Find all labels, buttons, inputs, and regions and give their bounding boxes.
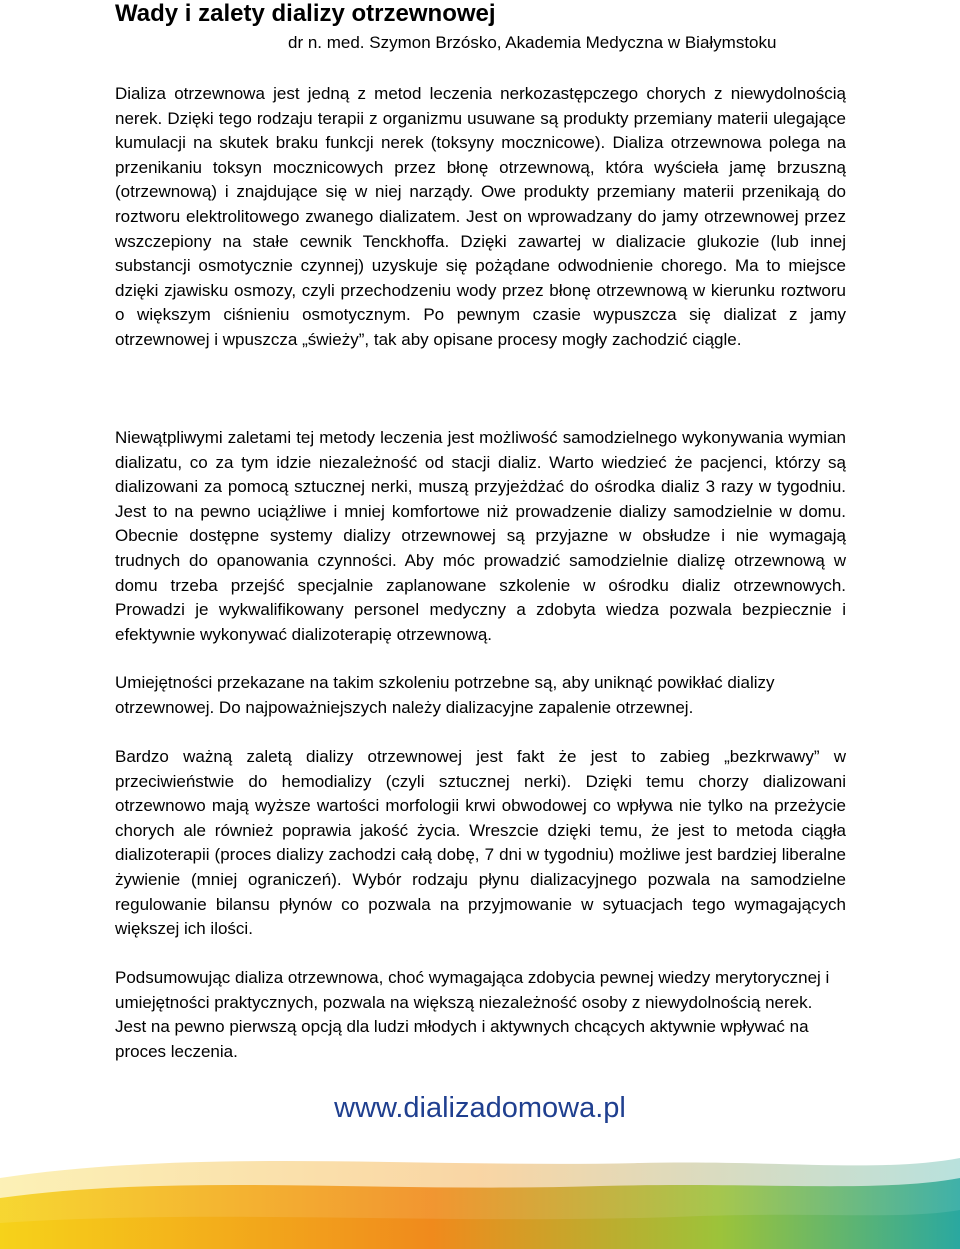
paragraph-advantages: Niewątpliwymi zaletami tej metody leczenia jest możliwość samodzielnego wykonywania wymian dializatu, co za tym idzie niezależność od stacji dializ. Warto wiedzieć że pacjenci, którzy są dializowani za pomocą sztucznej nerki, muszą przyjeżdżać do ośrodka dializ 3 razy w tygodniu. Jest to na pewno uciążliwe i mniej komfortowe niż prowadzenie dializy samodzielnie w domu. Obecnie dostępne systemy dializy otrzewnowej są przyjazne w obsłudze i nie wymagają trudnych do opanowania czynności. Aby móc prowadzić samodzielnie dializę otrzewnową w domu trzeba przejść specjalnie zaplanowane szkolenie w ośrodku dializ otrzewnowych. Prowadzi je wykwalifikowany personel medyczny a zdobyta wiedza pozwala bezpiecznie i efektywnie wykonywać dializoterapię otrzewnową. (115, 428, 846, 644)
paragraph-training: Umiejętności przekazane na takim szkoleniu potrzebne są, aby uniknąć powikłać dializy otrzewnowej. Do najpoważniejszych należy dializacyjne zapalenie otrzewnej. (115, 673, 775, 717)
decorative-color-band (0, 1138, 960, 1249)
author-line: dr n. med. Szymon Brzósko, Akademia Medyczna w Białymstoku (288, 33, 777, 52)
document-title: Wady i zalety dializy otrzewnowej (115, 0, 496, 27)
website-link[interactable]: www.dializadomowa.pl (334, 1092, 626, 1124)
paragraph-intro: Dializa otrzewnowa jest jedną z metod leczenia nerkozastępczego chorych z niewydolnością nerek. Dzięki tego rodzaju terapii z organizmu usuwane są produkty przemiany materii ulegające kumulacji na skutek braku funkcji nerek (toksyny mocznicowe). Dializa otrzewnowa polega na przenikaniu toksyn mocznicowych przez błonę otrzewnową, która wyścieła jamę brzuszną (otrzewnową) i znajdujące się w niej narządy. Owe produkty przemiany materii przenikają do roztworu elektrolitowego zwanego dializatem. Jest on wprowadzany do jamy otrzewnowej przez wszczepiony na stałe cewnik Tenckhoffa. Dzięki zawartej w dializacie glukozie (lub innej substancji osmotycznie czynnej) uzyskuje się pożądane odwodnienie chorego. Ma to miejsce dzięki zjawisku osmozy, czyli przechodzeniu wody przez błonę otrzewnową w kierunku roztworu o większym ciśnieniu osmotycznym. Po pewnym czasie wypuszcza się dializat z jamy otrzewnowej i wpuszcza „świeży”, tak aby opisane procesy mogły zachodzić ciągle. (115, 84, 846, 349)
paragraph-bloodless: Bardzo ważną zaletą dializy otrzewnowej jest fakt że jest to zabieg „bezkrwawy” w przeciwieństwie do hemodializy (czyli sztucznej nerki). Dzięki temu chorzy dializowani otrzewnowo mają wyższe wartości morfologii krwi obwodowej co wpływa nie tylko na przeżycie chorych ale również poprawia jakość życia. Wreszcie dzięki temu, że jest to metoda ciągła dializoterapii (proces dializy zachodzi całą dobę, 7 dni w tygodniu) możliwe jest bardziej liberalne żywienie (mniej ograniczeń). Wybór rodzaju płynu dializacyjnego pozwala na samodzielne regulowanie bilansu płynów co pozwala na przyjmowanie w sytuacjach tego wymagających większej ich ilości. (115, 747, 846, 939)
paragraph-summary: Podsumowując dializa otrzewnowa, choć wymagająca zdobycia pewnej wiedzy merytorycznej i umiejętności praktycznych, pozwala na większą niezależność osoby z niewydolnością nerek. Jest na pewno pierwszą opcją dla ludzi młodych i aktywnych chcących aktywnie wpływać na proces leczenia. (115, 968, 830, 1061)
